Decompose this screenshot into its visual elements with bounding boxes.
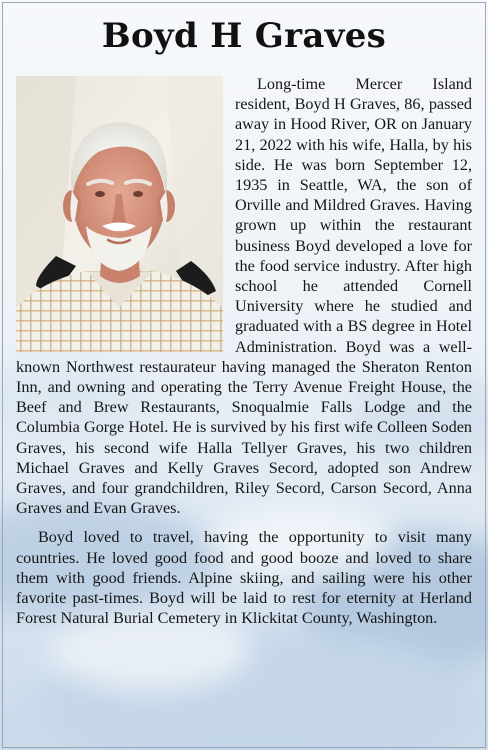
- obituary-name-title: Boyd H Graves: [101, 16, 387, 56]
- obituary-paragraph-2: Boyd loved to travel, having the opportunity to visit many countries. He loved good food and good booze and loved to share them with good friends. Alpine skiing, and sailing were his other favorite past-times. Boyd will be laid to rest for eternity at Herland Forest Natural Burial Cemetery in Klickitat County, Washington.: [16, 528, 472, 628]
- portrait-photo: [16, 76, 223, 352]
- obituary-article: [16, 14, 472, 628]
- obituary-paragraph-1: Long-time Mercer Island resident, Boyd H Graves, 86, passed away in Hood River, OR on January 21, 2022 with his wife, Halla, by his side. He was born September 12, 1935 in Seattle, WA, the son of Orville and Mildred Graves. Having grown up within the restaurant business Boyd developed a love for the food service industry. After high school he attended Cornell University where he studied and graduated with a BS degree in Hotel Administration. Boyd was a well-known Northwest restaurateur having managed the Sheraton Renton Inn, and owning and operating the Terry Avenue Freight House, the Beef and Brew Restaurants, Snoqualmie Falls Lodge and the Columbia Gorge Hotel. He is survived by his first wife Colleen Soden Graves, his second wife Halla Tellyer Graves, his two children Michael Graves and Kelly Graves Secord, adopted son Andrew Graves, and four grandchildren, Riley Secord, Carson Secord, Anna Graves and Evan Graves.: [16, 75, 472, 518]
